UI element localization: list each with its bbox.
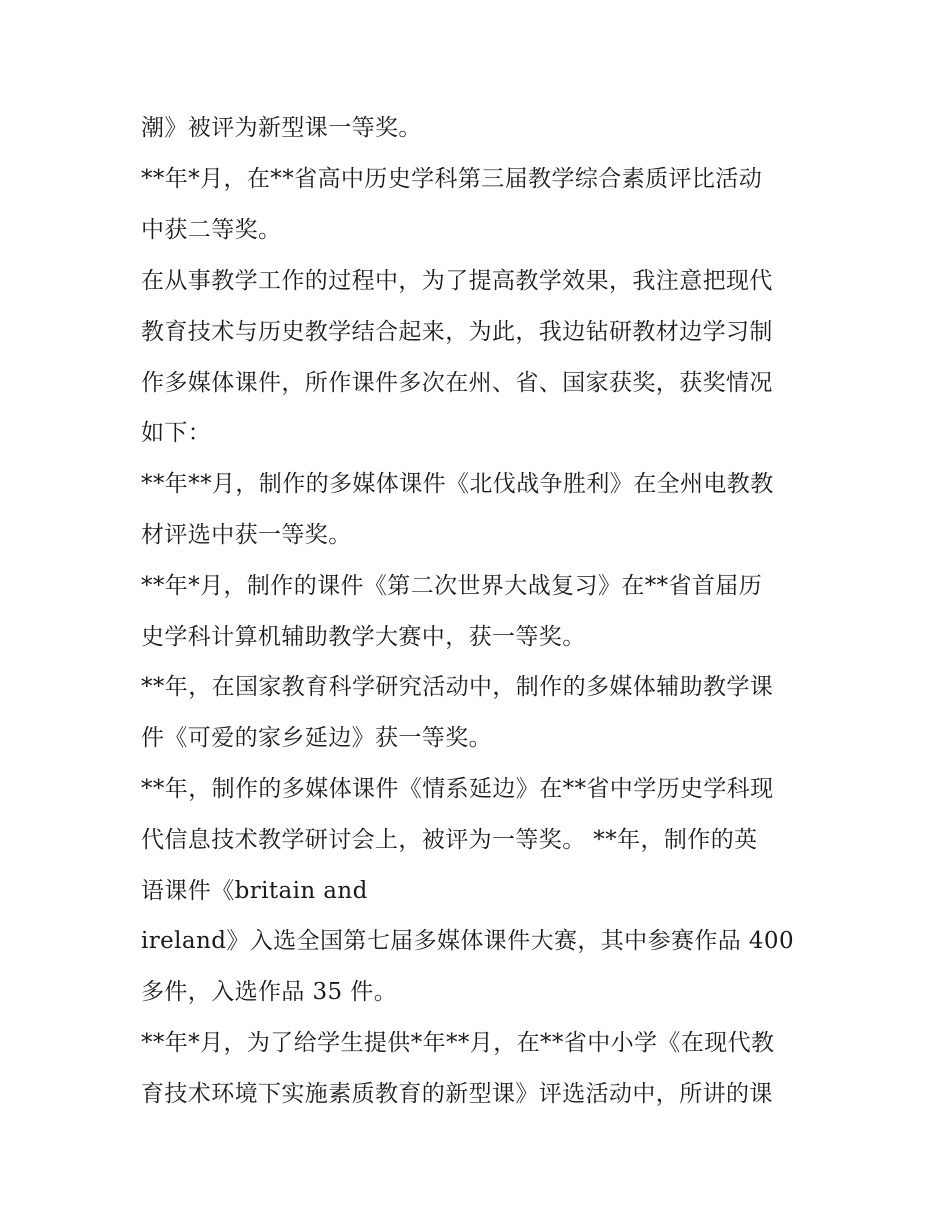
text-line: 在从事教学工作的过程中，为了提高教学效果，我注意把现代 [141,268,773,294]
text-line: 史学科计算机辅助教学大赛中，获一等奖。 [141,624,586,650]
text-line: **年*月，在**省高中历史学科第三届教学综合素质评比活动 [141,166,763,192]
text-line: **年，制作的多媒体课件《情系延边》在**省中学历史学科现 [141,776,774,802]
text-line: **年*月，为了给学生提供*年**月，在**省中小学《在现代教 [141,1030,775,1056]
text-line: 潮》被评为新型课一等奖。 [141,115,422,141]
text-line: **年**月，制作的多媒体课件《北伐战争胜利》在全州电教教 [141,471,774,497]
text-line: 多件，入选作品 35 件。 [141,979,398,1005]
text-line: 教育技术与历史教学结合起来，为此，我边钻研教材边学习制 [141,319,773,345]
text-line: 语课件《britain and [141,878,368,904]
text-line: 中获二等奖。 [141,217,282,243]
text-line: 作多媒体课件，所作课件多次在州、省、国家获奖，获奖情况 [141,370,773,396]
text-line: 代信息技术教学研讨会上，被评为一等奖。 **年，制作的英 [141,827,758,853]
text-line: 件《可爱的家乡延边》获一等奖。 [141,725,492,751]
text-line: 育技术环境下实施素质教育的新型课》评选活动中，所讲的课 [141,1081,773,1107]
text-line: **年，在国家教育科学研究活动中，制作的多媒体辅助教学课 [141,674,774,700]
text-line: 材评选中获一等奖。 [141,522,352,548]
text-line: 如下： [141,420,212,446]
text-line: **年*月，制作的课件《第二次世界大战复习》在**省首届历 [141,573,763,599]
text-line: ireland》入选全国第七届多媒体课件大赛，其中参赛作品 400 [141,928,794,954]
